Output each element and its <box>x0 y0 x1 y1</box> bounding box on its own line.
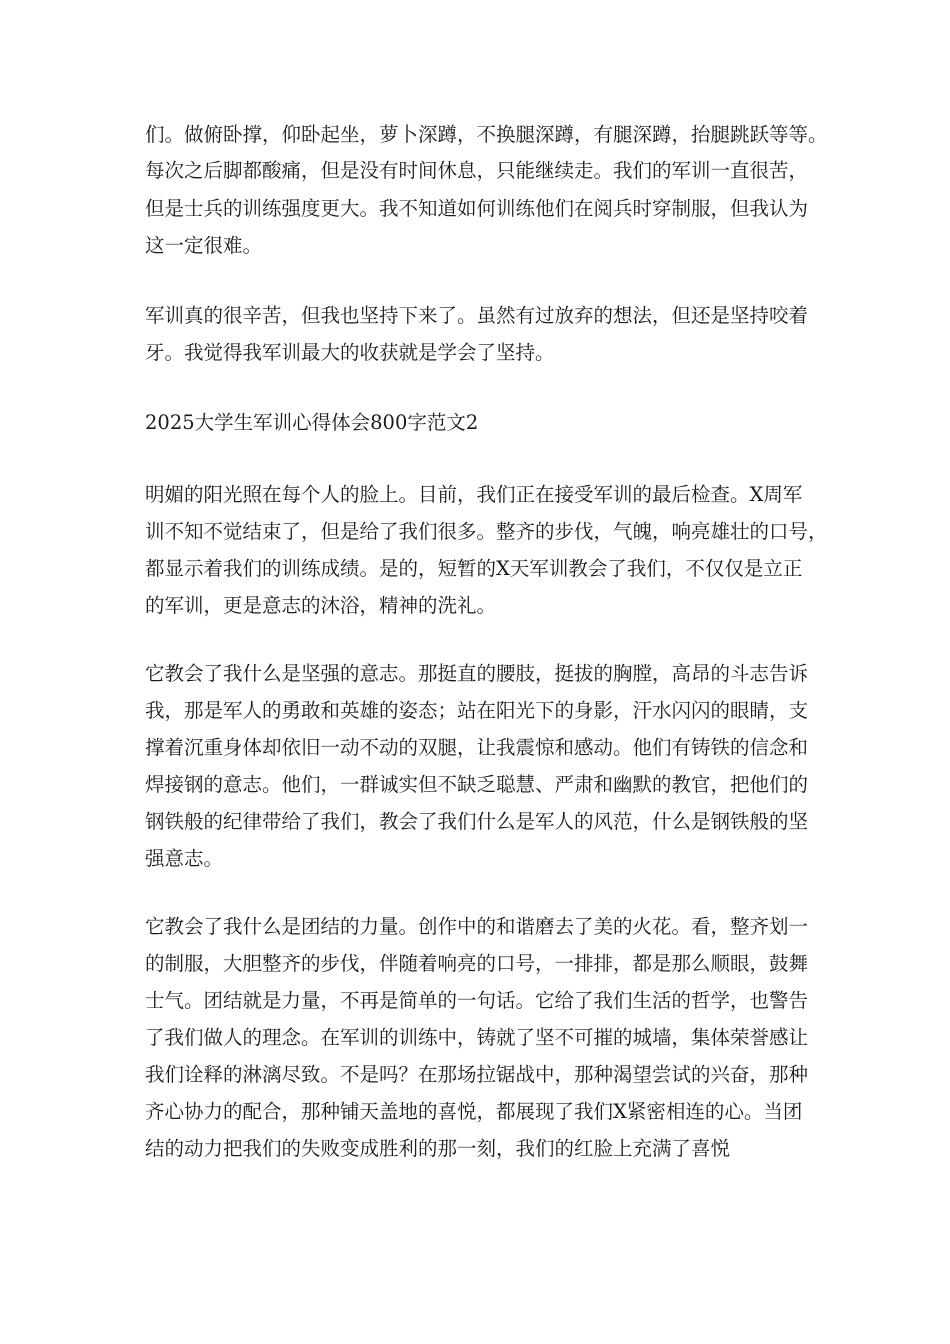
text-line: 的军训，更是意志的沐浴，精神的洗礼。 <box>145 594 497 617</box>
text-line: 了我们做人的理念。在军训的训练中，铸就了坚不可摧的城墙，集体荣誉感让 <box>145 1026 809 1049</box>
text-line: 强意志。 <box>145 847 224 870</box>
text-line: 撑着沉重身体却依旧一动不动的双腿，让我震惊和感动。他们有铸铁的信念和 <box>145 736 809 759</box>
text-line: 每次之后脚都酸痛，但是没有时间休息，只能继续走。我们的军训一直很苦， <box>145 159 809 182</box>
text-line: 我们诠释的淋漓尽致。不是吗？在那场拉锯战中，那种渴望尝试的兴奋，那种 <box>145 1063 809 1086</box>
text-line: 它教会了我什么是团结的力量。创作中的和谐磨去了美的火花。看，整齐划一 <box>145 915 809 938</box>
text-line: 焊接钢的意志。他们，一群诚实但不缺乏聪慧、严肃和幽默的教官，把他们的 <box>145 773 809 796</box>
text-line: 训不知不觉结束了，但是给了我们很多。整齐的步伐，气魄，响亮雄壮的口号， <box>145 520 828 543</box>
text-line: 它教会了我什么是坚强的意志。那挺直的腰肢，挺拔的胸膛，高昂的斗志告诉 <box>145 662 809 685</box>
text-line: 们。做俯卧撑，仰卧起坐，萝卜深蹲，不换腿深蹲，有腿深蹲，抬腿跳跃等等。 <box>145 123 828 146</box>
text-line: 我，那是军人的勇敢和英雄的姿态；站在阳光下的身影，汗水闪闪的眼睛，支 <box>145 699 809 722</box>
text-line: 钢铁般的纪律带给了我们，教会了我们什么是军人的风范，什么是钢铁般的坚 <box>145 810 809 833</box>
text-line: 牙。我觉得我军训最大的收获就是学会了坚持。 <box>145 341 555 364</box>
text-line: 军训真的很辛苦，但我也坚持下来了。虽然有过放弃的想法，但还是坚持咬着 <box>145 304 809 327</box>
heading-text: 2025大学生军训心得体会800字范文2 <box>145 411 479 434</box>
text-line: 结的动力把我们的失败变成胜利的那一刻，我们的红脸上充满了喜悦 <box>145 1137 731 1160</box>
text-line: 齐心协力的配合，那种铺天盖地的喜悦，都展现了我们X紧密相连的心。当团 <box>145 1100 803 1123</box>
text-line: 这一定很难。 <box>145 234 263 257</box>
text-line: 明媚的阳光照在每个人的脸上。目前，我们正在接受军训的最后检查。X周军 <box>145 483 803 506</box>
text-line: 的制服，大胆整齐的步伐，伴随着响亮的口号，一排排，都是那么顺眼，鼓舞 <box>145 952 809 975</box>
text-line: 但是士兵的训练强度更大。我不知道如何训练他们在阅兵时穿制服，但我认为 <box>145 197 809 220</box>
text-line: 士气。团结就是力量，不再是简单的一句话。它给了我们生活的哲学，也警告 <box>145 989 809 1012</box>
text-line: 都显示着我们的训练成绩。是的，短暂的X天军训教会了我们，不仅仅是立正 <box>145 557 803 580</box>
